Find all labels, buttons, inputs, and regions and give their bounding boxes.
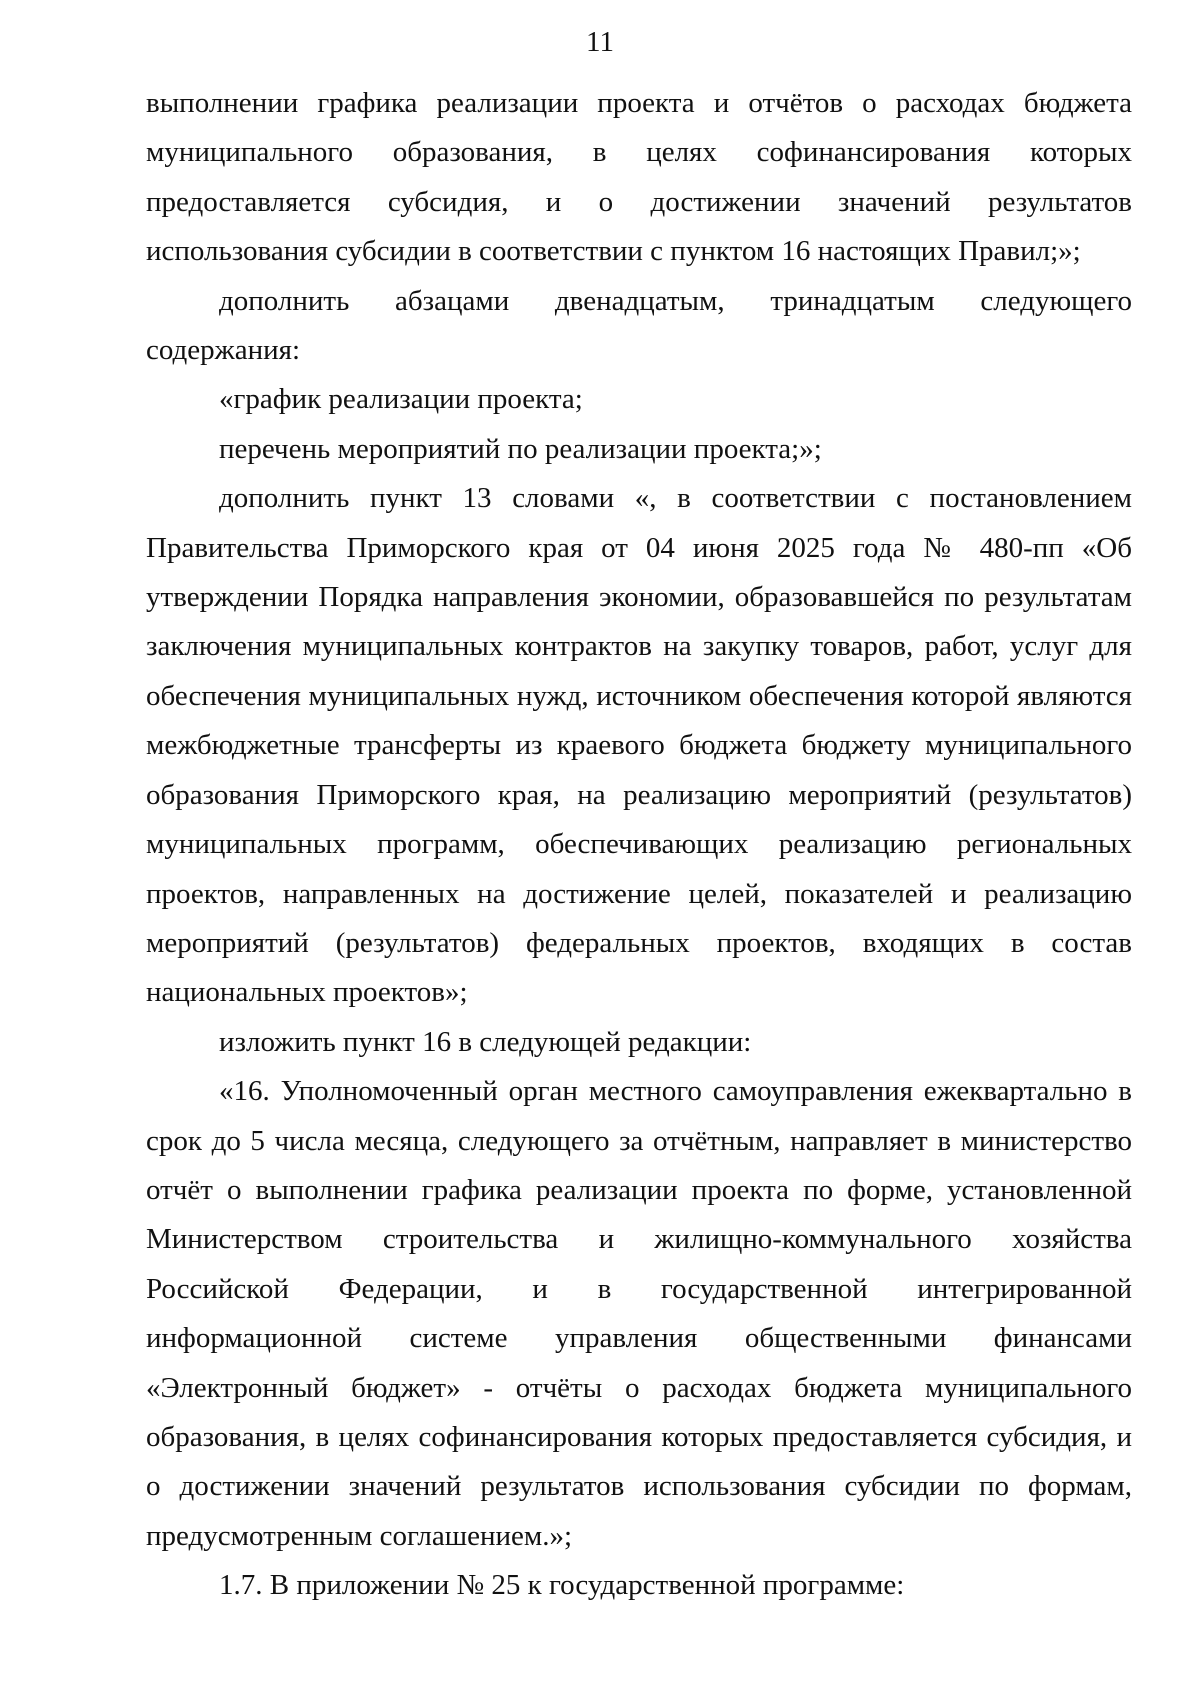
paragraph: изложить пункт 16 в следующей редакции:	[219, 1025, 752, 1058]
document-body	[146, 79, 1132, 1611]
paragraph: выполнении графика реализации проекта и отчётов о расходах бюджета муниципального образования, в целях софинансирования которых предоставляется субсидия, и о достижении значений результатов использования субсидии в соответствии с пунктом 16 настоящих Правил;»;	[146, 87, 1132, 268]
paragraph: «график реализации проекта;	[219, 383, 583, 416]
paragraph: 1.7. В приложении № 25 к государственной программе:	[219, 1569, 905, 1602]
page-number: 11	[586, 26, 614, 58]
paragraph: дополнить абзацами двенадцатым, тринадцатым следующего содержания:	[146, 284, 1132, 367]
paragraph: «16. Уполномоченный орган местного самоуправления ежеквартально в срок до 5 числа месяца, следующего за отчётным, направляет в министерство отчёт о выполнении графика реализации проекта по форме, установленной Министерством строительства и жилищно-коммунального хозяйства Российской Федерации, и в государственной интегрированной информационной системе управления общественными финансами «Электронный бюджет» - отчёты о расходах бюджета муниципального образования, в целях софинансирования которых предоставляется субсидия, и о достижении значений результатов использования субсидии по формам, предусмотренным соглашением.»;	[146, 1075, 1132, 1552]
paragraph: перечень мероприятий по реализации проекта;»;	[219, 432, 822, 465]
paragraph: дополнить пункт 13 словами «, в соответствии с постановлением Правительства Приморского края от 04 июня 2025 года № 480-пп «Об утверждении Порядка направления экономии, образовавшейся по результатам заключения муниципальных контрактов на закупку товаров, работ, услуг для обеспечения муниципальных нужд, источником обеспечения которой являются межбюджетные трансферты из краевого бюджета бюджету муниципального образования Приморского края, на реализацию мероприятий (результатов) муниципальных программ, обеспечивающих реализацию региональных проектов, направленных на достижение целей, показателей и реализацию мероприятий (результатов) федеральных проектов, входящих в состав национальных проектов»;	[146, 482, 1132, 1009]
